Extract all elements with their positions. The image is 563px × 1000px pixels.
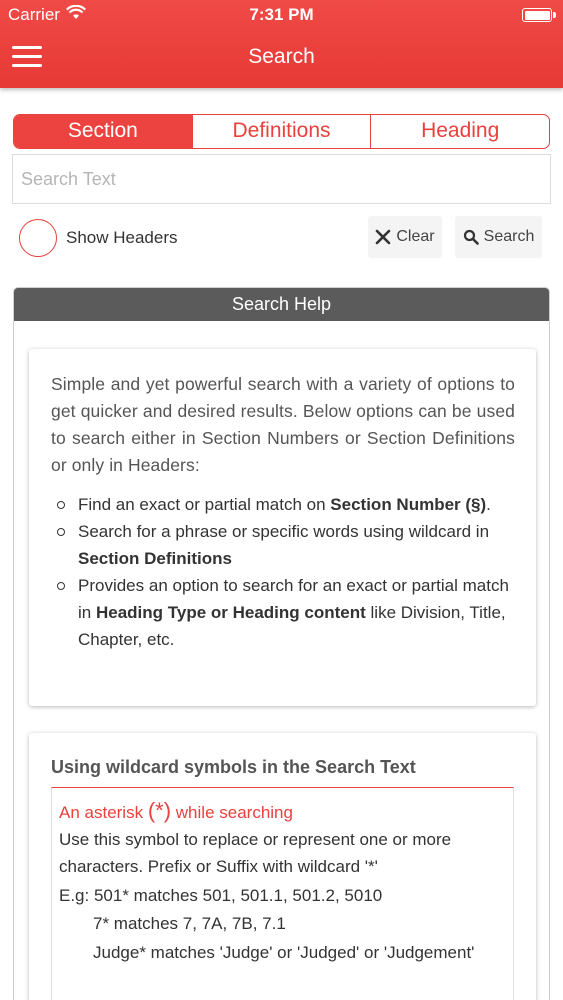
- tab-heading[interactable]: Heading: [421, 119, 500, 142]
- wildcard-title: Using wildcard symbols in the Search Text: [51, 757, 416, 777]
- asterisk-help-box: [51, 787, 514, 1000]
- carrier-label: Carrier: [8, 5, 60, 24]
- search-help-panel: [13, 287, 550, 1000]
- close-icon: [375, 229, 391, 245]
- search-help-header: Search Help: [14, 288, 549, 321]
- page-title: Search: [248, 45, 315, 68]
- help-intro-card: [29, 349, 536, 706]
- battery-tip: [553, 12, 556, 18]
- clear-button[interactable]: [368, 216, 442, 258]
- search-input[interactable]: [12, 154, 551, 204]
- battery-icon: [522, 8, 552, 22]
- status-time: 7:31 PM: [249, 5, 314, 24]
- status-bar: [0, 0, 563, 30]
- example-line: Judge* matches 'Judge' or 'Judged' or 'Judgement': [93, 943, 475, 962]
- tab-definitions[interactable]: Definitions: [193, 115, 372, 148]
- list-item: Provides an option to search for an exact or partial match in Heading Type or Heading content like Division, Title, Chapter, etc.: [51, 572, 515, 653]
- wildcard-help-card: [29, 733, 536, 1000]
- asterisk-heading: An asterisk (*) while searching: [59, 798, 293, 823]
- asterisk-description: Use this symbol to replace or represent one or more characters. Prefix or Suffix with wildcard '*': [59, 830, 452, 876]
- list-item: Find an exact or partial match on Section Number (§).: [51, 491, 515, 518]
- search-button[interactable]: [455, 216, 542, 258]
- show-headers-toggle[interactable]: [19, 219, 57, 257]
- search-icon: [463, 229, 479, 245]
- list-item: Search for a phrase or specific words using wildcard in Section Definitions: [51, 518, 515, 572]
- search-mode-tabs: [13, 114, 550, 149]
- show-headers-label: Show Headers: [66, 228, 178, 247]
- clear-button-label: Clear: [396, 228, 435, 245]
- search-button-label: Search: [483, 228, 535, 245]
- example-line: 7* matches 7, 7A, 7B, 7.1: [93, 914, 286, 933]
- help-intro-text: Simple and yet powerful search with a variety of options to get quicker and desired results. Below options can be used to search either in Section Numbers or Section Definitions or only in Headers:: [51, 374, 515, 475]
- navigation-bar: [0, 0, 563, 88]
- help-bullet-list: [51, 491, 515, 653]
- tab-section[interactable]: Section: [14, 115, 193, 148]
- example-line: E.g: 501* matches 501, 501.1, 501.2, 5010: [59, 886, 383, 905]
